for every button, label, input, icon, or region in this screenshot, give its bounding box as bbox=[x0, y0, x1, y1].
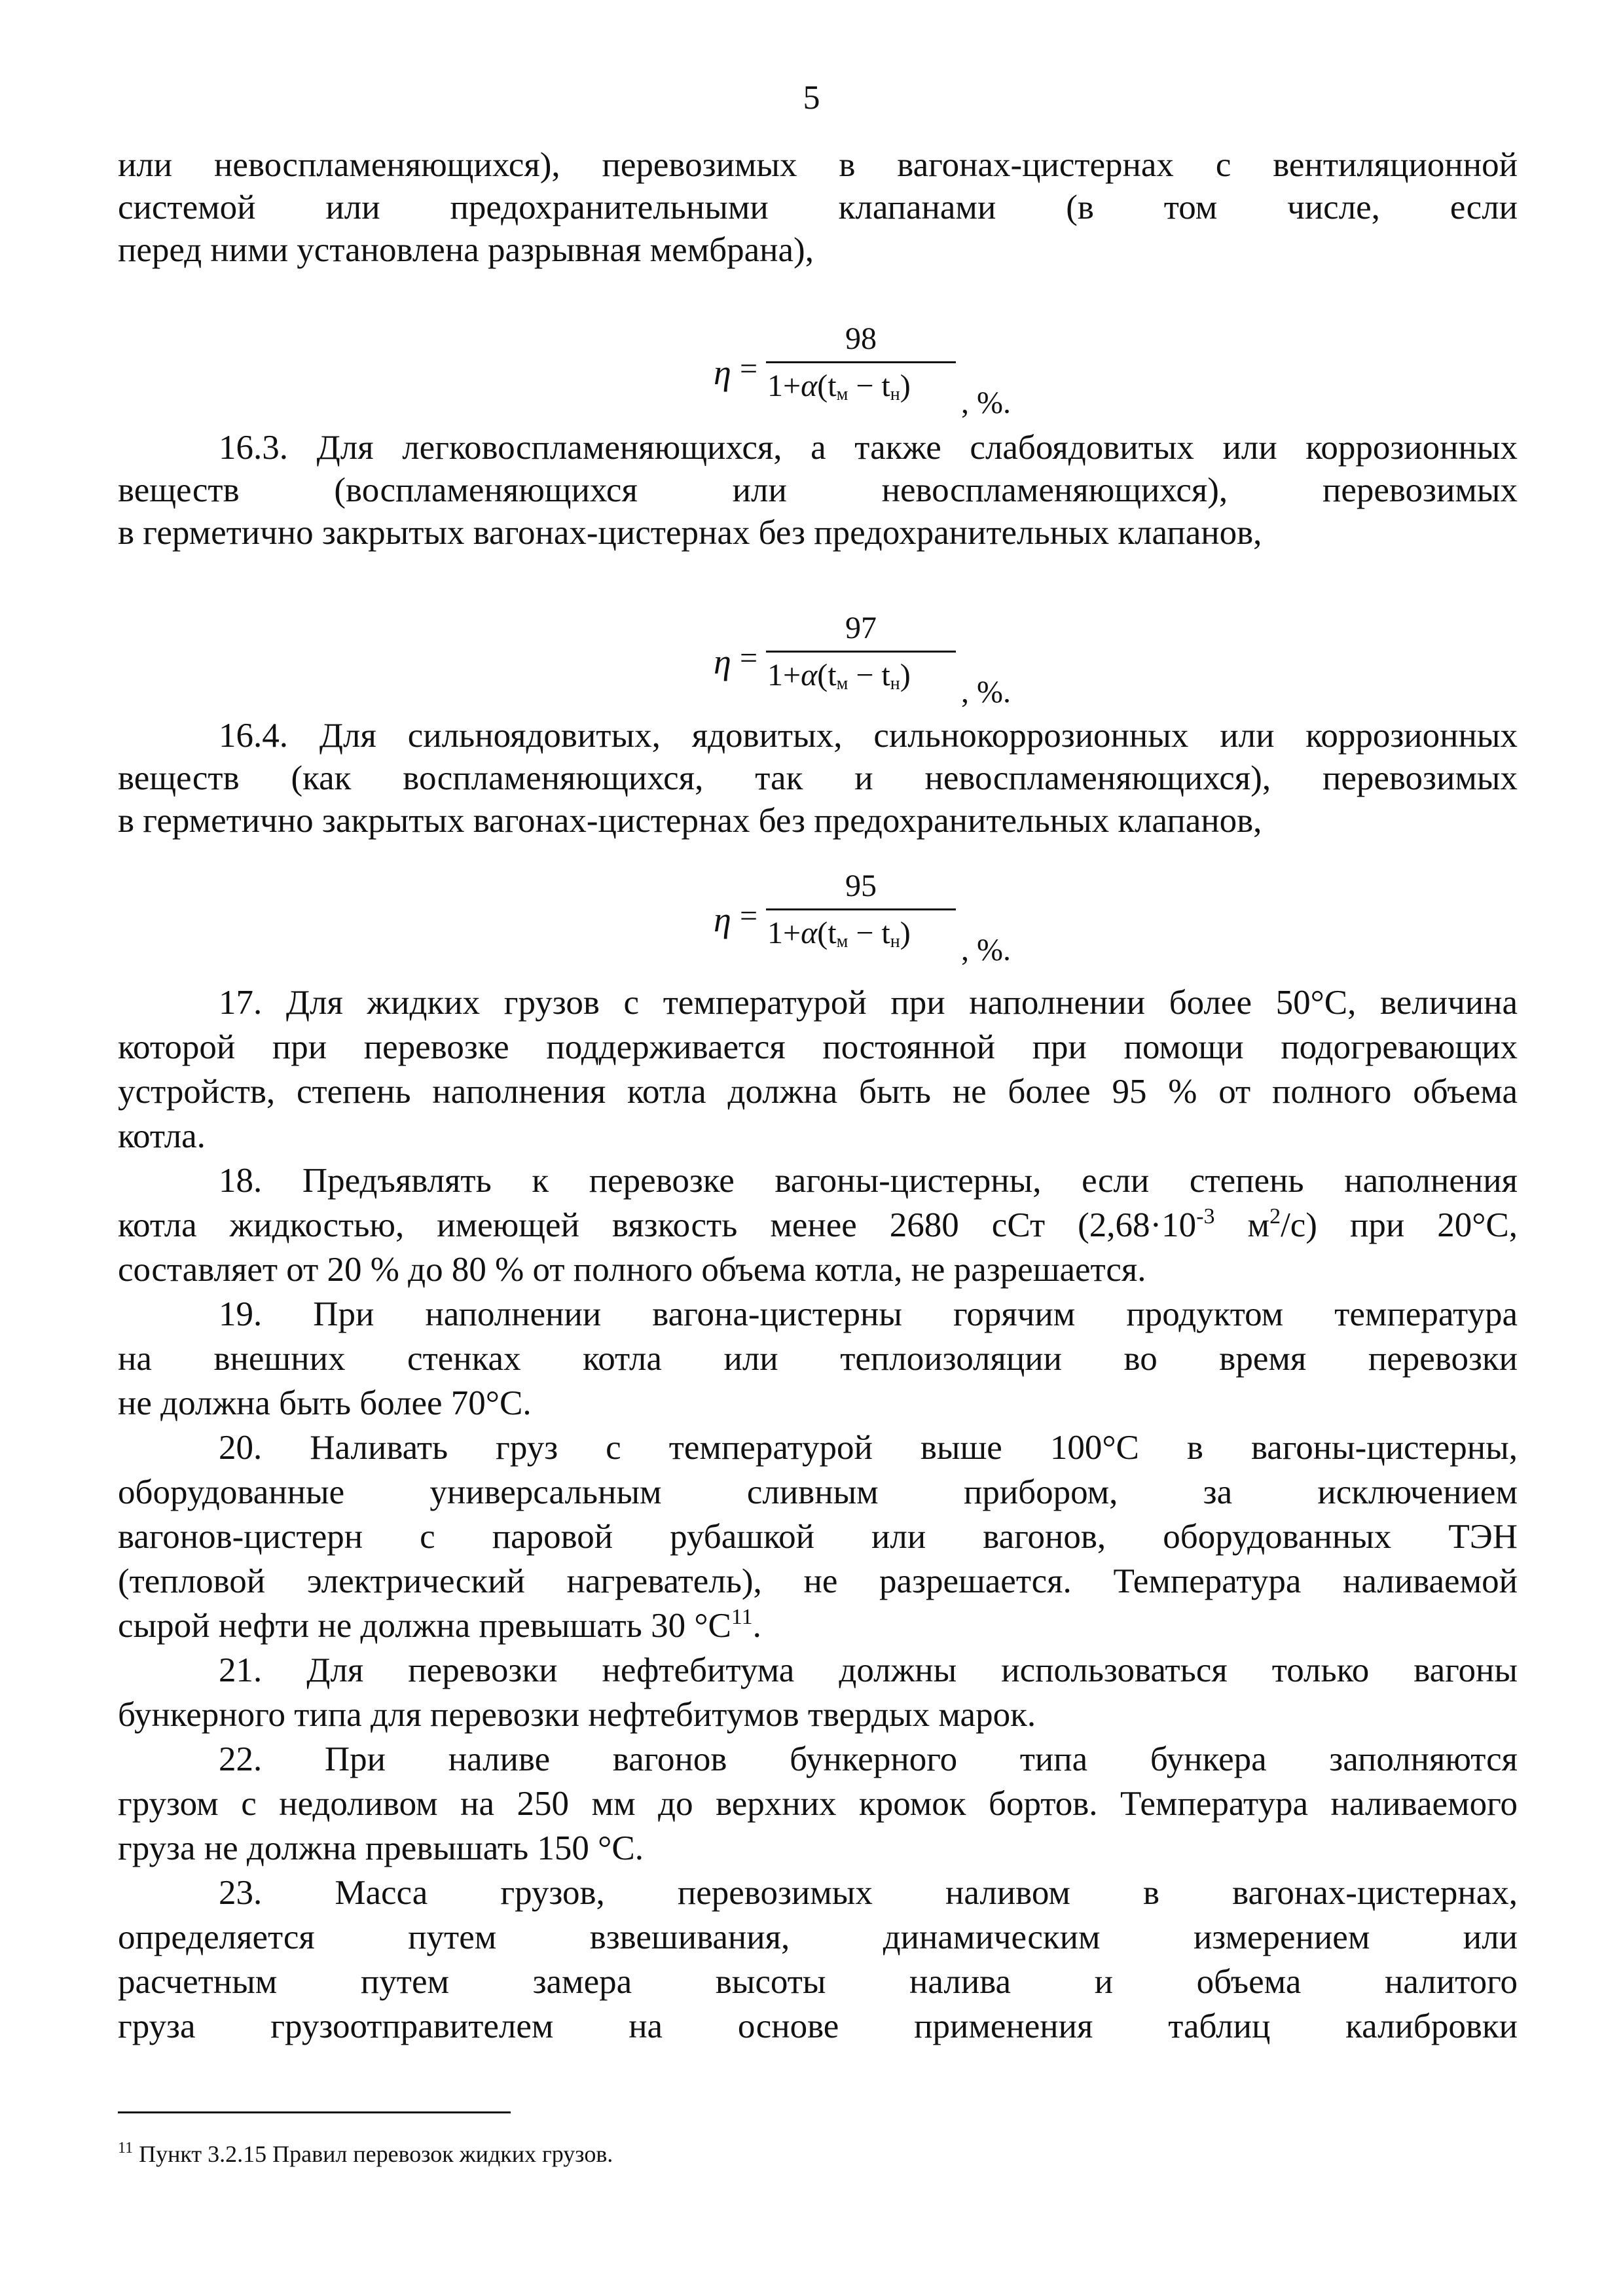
text-segment: котла жидкостью, имеющей вязкость менее 2680 сСт (2,68·10 bbox=[118, 1206, 1197, 1244]
den-close: ) bbox=[900, 368, 911, 403]
text-segment: . bbox=[752, 1607, 761, 1645]
text-line: 23. Масса грузов, перевозимых наливом в вагонах-цистернах, bbox=[219, 1874, 1518, 1912]
superscript: 11 bbox=[731, 1605, 753, 1629]
paragraph-16-4 bbox=[118, 715, 1518, 842]
den-open: (t bbox=[817, 658, 837, 692]
numerator: 97 bbox=[845, 611, 877, 645]
superscript: -3 bbox=[1196, 1204, 1215, 1229]
text-line: грузом с недоливом на 250 мм до верхних кромок бортов. Температура наливаемого bbox=[118, 1785, 1518, 1823]
text-line: котла. bbox=[118, 1117, 206, 1155]
unit-percent: , %. bbox=[961, 675, 1011, 709]
den-open: (t bbox=[817, 916, 837, 950]
text-line: (тепловой электрический нагреватель), не разрешается. Температура наливаемой bbox=[118, 1562, 1518, 1600]
den-close: ) bbox=[900, 916, 911, 950]
text-segment: /с) при 20°С, bbox=[1281, 1206, 1518, 1244]
eta-symbol: η bbox=[714, 900, 731, 939]
text-line: 16.3. Для легковоспламеняющихся, а также слабоядовитых или коррозионных bbox=[219, 429, 1518, 467]
text-line: вагонов-цистерн с паровой рубашкой или вагонов, оборудованных ТЭН bbox=[118, 1518, 1518, 1556]
den-minus: − t bbox=[848, 658, 890, 692]
text-line: которой при перевозке поддерживается постоянной при помощи подогревающих bbox=[118, 1028, 1518, 1066]
alpha-symbol: α bbox=[801, 658, 818, 692]
numerator: 98 bbox=[845, 321, 877, 356]
text-line: оборудованные универсальным сливным прибором, за исключением bbox=[118, 1473, 1518, 1511]
text-line: 20. Наливать груз с температурой выше 100°С в вагоны-цистерны, bbox=[219, 1429, 1518, 1467]
footnote-separator bbox=[118, 2111, 511, 2113]
alpha-symbol: α bbox=[801, 368, 818, 403]
text-line: на внешних стенках котла или теплоизоляции во время перевозки bbox=[118, 1340, 1518, 1378]
fraction-bar bbox=[766, 361, 956, 363]
den-one: 1+ bbox=[767, 658, 801, 692]
text-segment: сырой нефти не должна превышать 30 °С bbox=[118, 1607, 731, 1645]
denominator bbox=[767, 657, 911, 694]
superscript: 2 bbox=[1269, 1204, 1281, 1229]
text-line: не должна быть более 70°С. bbox=[118, 1384, 532, 1422]
text-line: системой или предохранительными клапанами (в том числе, если bbox=[118, 188, 1518, 226]
text-line: в герметично закрытых вагонах-цистернах без предохранительных клапанов, bbox=[118, 802, 1262, 840]
text-line: перед ними установлена разрывная мембрана), bbox=[118, 231, 814, 269]
text-line bbox=[118, 1203, 1518, 1247]
den-one: 1+ bbox=[767, 916, 801, 950]
text-line: веществ (как воспламеняющихся, так и невоспламеняющихся), перевозимых bbox=[118, 759, 1518, 797]
text-line: 22. При наливе вагонов бункерного типа бункера заполняются bbox=[219, 1740, 1518, 1778]
eta-symbol: η bbox=[714, 353, 731, 392]
subscript-n: н bbox=[890, 931, 900, 952]
denominator bbox=[767, 915, 911, 952]
text-line: 18. Предъявлять к перевозке вагоны-цистерны, если степень наполнения bbox=[219, 1162, 1518, 1200]
text-line: составляет от 20 % до 80 % от полного объема котла, не разрешается. bbox=[118, 1251, 1146, 1289]
text-line: 16.4. Для сильноядовитых, ядовитых, сильнокоррозионных или коррозионных bbox=[219, 717, 1518, 755]
text-line bbox=[118, 1604, 1518, 1648]
text-line: 17. Для жидких грузов с температурой при наполнении более 50°С, величина bbox=[219, 984, 1518, 1022]
den-open: (t bbox=[817, 368, 837, 403]
subscript-m: м bbox=[836, 384, 848, 404]
text-line: 21. Для перевозки нефтебитума должны использоваться только вагоны bbox=[219, 1651, 1518, 1689]
unit-percent: , %. bbox=[961, 386, 1011, 420]
fraction-bar bbox=[766, 908, 956, 910]
text-line: расчетным путем замера высоты налива и объема налитого bbox=[118, 1963, 1518, 2001]
footnote-mark: 11 bbox=[118, 2140, 134, 2157]
paragraph-16-3 bbox=[118, 427, 1518, 554]
fraction-bar bbox=[766, 651, 956, 653]
text-segment: м bbox=[1214, 1206, 1270, 1244]
den-minus: − t bbox=[848, 368, 890, 403]
text-line: веществ (воспламеняющихся или невоспламеняющихся), перевозимых bbox=[118, 471, 1518, 509]
denominator bbox=[767, 368, 911, 405]
formula-98 bbox=[714, 321, 1011, 432]
subscript-n: н bbox=[890, 384, 900, 404]
subscript-m: м bbox=[836, 673, 848, 694]
formula-97 bbox=[714, 610, 1011, 721]
text-line: бункерного типа для перевозки нефтебитумов твердых марок. bbox=[118, 1696, 1036, 1734]
text-line: 19. При наполнении вагона-цистерны горячим продуктом температура bbox=[219, 1295, 1518, 1333]
equals-sign: = bbox=[740, 641, 758, 675]
page-number: 5 bbox=[803, 79, 820, 117]
numerator: 95 bbox=[845, 869, 877, 903]
subscript-m: м bbox=[836, 931, 848, 952]
den-minus: − t bbox=[848, 916, 890, 950]
unit-percent: , %. bbox=[961, 933, 1011, 967]
text-line: груза не должна превышать 150 °С. bbox=[118, 1829, 644, 1867]
equals-sign: = bbox=[740, 899, 758, 933]
den-close: ) bbox=[900, 658, 911, 692]
text-line: в герметично закрытых вагонах-цистернах без предохранительных клапанов, bbox=[118, 514, 1262, 552]
text-line: определяется путем взвешивания, динамическим измерением или bbox=[118, 1918, 1518, 1956]
text-line: или невоспламеняющихся), перевозимых в вагонах-цистернах с вентиляционной bbox=[118, 146, 1518, 184]
eta-symbol: η bbox=[714, 642, 731, 681]
subscript-n: н bbox=[890, 673, 900, 694]
footnote-text: Пункт 3.2.15 Правил перевозок жидких грузов. bbox=[133, 2141, 613, 2167]
paragraphs-17-23 bbox=[118, 980, 1518, 2049]
alpha-symbol: α bbox=[801, 916, 818, 950]
den-one: 1+ bbox=[767, 368, 801, 403]
equals-sign: = bbox=[740, 351, 758, 386]
formula-95 bbox=[714, 868, 1011, 979]
paragraph-continuation bbox=[118, 144, 1518, 272]
text-line: устройств, степень наполнения котла должна быть не более 95 % от полного объема bbox=[118, 1073, 1518, 1111]
footnote bbox=[118, 2140, 613, 2168]
text-line: груза грузоотправителем на основе применения таблиц калибровки bbox=[118, 2007, 1518, 2045]
